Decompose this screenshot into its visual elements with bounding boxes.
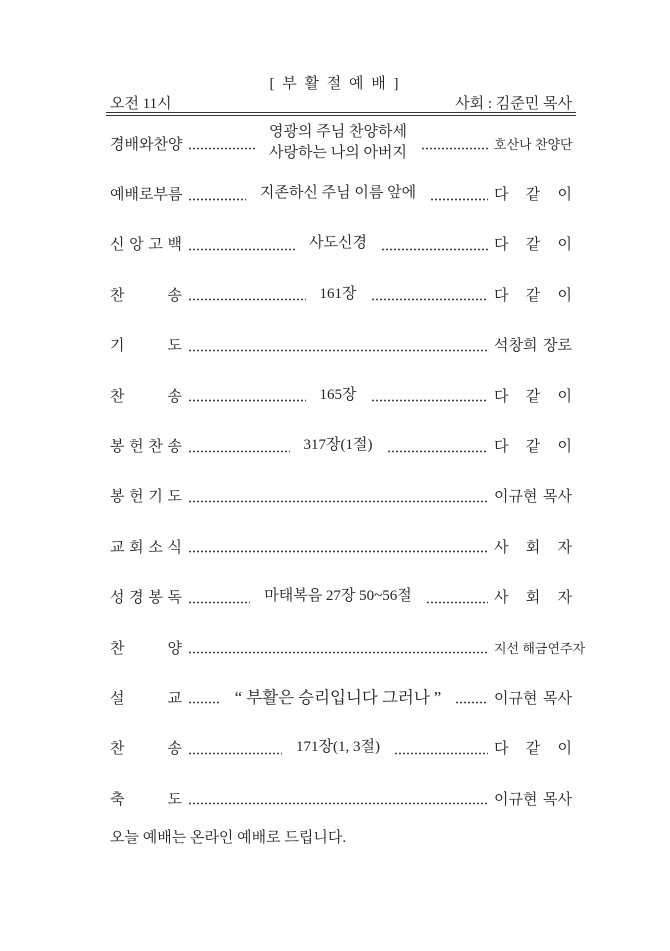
leader-dots — [421, 136, 488, 150]
service-item — [110, 269, 572, 319]
leader-dots — [188, 791, 488, 805]
item-content-line: 317장(1절) — [303, 437, 373, 454]
item-label: 축 도 — [110, 791, 182, 808]
item-content — [256, 586, 420, 607]
item-person: 이규현 목사 — [494, 489, 572, 506]
item-label: 교 회 소 식 — [110, 539, 182, 556]
service-item — [110, 370, 572, 420]
leader-dots — [188, 388, 306, 402]
item-label: 봉 헌 기 도 — [110, 489, 182, 506]
item-person: 사 회 자 — [494, 539, 572, 556]
item-label: 성 경 봉 독 — [110, 590, 182, 607]
item-content-line: 165장 — [319, 386, 357, 403]
service-title: [ 부 활 절 예 배 ] — [269, 76, 401, 92]
divider — [106, 112, 576, 113]
service-item — [110, 320, 572, 370]
leader-dots — [387, 439, 489, 453]
leader-dots — [188, 136, 255, 150]
service-item — [110, 622, 586, 672]
item-label: 찬 송 — [110, 388, 182, 405]
item-person: 석창희 장로 — [494, 338, 572, 355]
service-time: 오전 11시 — [110, 96, 172, 112]
leader-dots — [381, 237, 488, 251]
leader-dots — [188, 187, 246, 201]
item-content-line: 지존하신 주님 이름 앞에 — [259, 185, 417, 202]
item-person: 이규현 목사 — [494, 690, 573, 707]
service-item — [110, 420, 572, 470]
leader-dots — [394, 741, 488, 755]
item-label: 경배와찬양 — [110, 136, 183, 153]
service-item — [110, 723, 572, 773]
item-person: 사 회 자 — [494, 590, 572, 607]
item-person: 다 같 이 — [494, 287, 572, 304]
leader-dots — [455, 690, 488, 704]
leader-dots — [188, 741, 282, 755]
item-content — [227, 687, 449, 708]
footer-note: 오늘 예배는 온라인 예배로 드립니다. — [110, 830, 347, 846]
service-leader: 사회 : 김준민 목사 — [455, 96, 572, 112]
item-person: 이규현 목사 — [494, 791, 572, 808]
item-content — [288, 737, 388, 758]
item-content-line: 171장(1, 3절) — [296, 739, 380, 756]
service-item — [110, 219, 572, 269]
item-label: 찬 송 — [110, 287, 182, 304]
item-content-line: “ 부활은 승리입니다 그러나 ” — [234, 687, 442, 707]
item-content-line: 사랑하는 나의 아버지 — [269, 145, 407, 162]
item-person: 다 같 이 — [494, 237, 572, 254]
item-person: 지선 해금연주자 — [494, 640, 586, 656]
item-content — [301, 233, 375, 254]
item-content — [312, 385, 365, 406]
leader-dots — [188, 590, 250, 604]
service-item — [110, 773, 572, 823]
service-item — [110, 572, 572, 622]
item-label: 예배로부름 — [110, 187, 183, 204]
leader-dots — [188, 640, 488, 654]
item-content — [296, 435, 381, 456]
leader-dots — [426, 590, 488, 604]
item-person: 다 같 이 — [494, 187, 572, 204]
item-content-line: 161장 — [319, 285, 357, 302]
service-item — [110, 471, 572, 521]
item-person: 호산나 찬양단 — [494, 136, 573, 152]
item-person: 다 같 이 — [494, 741, 573, 758]
item-label: 신 앙 고 백 — [110, 237, 182, 254]
leader-dots — [188, 439, 290, 453]
item-content-line: 영광의 주님 찬양하세 — [269, 124, 407, 141]
item-label: 찬 송 — [110, 741, 182, 758]
service-item — [110, 168, 572, 218]
item-person: 다 같 이 — [494, 388, 572, 405]
item-content — [252, 183, 424, 204]
leader-dots — [371, 287, 489, 301]
item-content — [261, 122, 415, 164]
item-content-line: 마태복음 27장 50~56절 — [264, 588, 412, 605]
leader-dots — [188, 237, 295, 251]
item-content — [312, 284, 365, 305]
service-item — [110, 118, 572, 168]
item-label: 찬 양 — [110, 640, 182, 657]
leader-dots — [371, 388, 489, 402]
item-label: 봉 헌 찬 송 — [110, 439, 182, 456]
divider — [106, 115, 576, 116]
service-item — [110, 672, 572, 722]
leader-dots — [188, 338, 488, 352]
leader-dots — [188, 539, 488, 553]
item-label: 설 교 — [110, 690, 182, 707]
order-of-service — [110, 118, 586, 823]
leader-dots — [430, 187, 488, 201]
leader-dots — [188, 287, 306, 301]
leader-dots — [188, 690, 221, 704]
item-content-line: 사도신경 — [309, 235, 367, 252]
service-item — [110, 521, 572, 571]
leader-dots — [188, 489, 488, 503]
item-person: 다 같 이 — [494, 439, 573, 456]
item-label: 기 도 — [110, 338, 182, 355]
